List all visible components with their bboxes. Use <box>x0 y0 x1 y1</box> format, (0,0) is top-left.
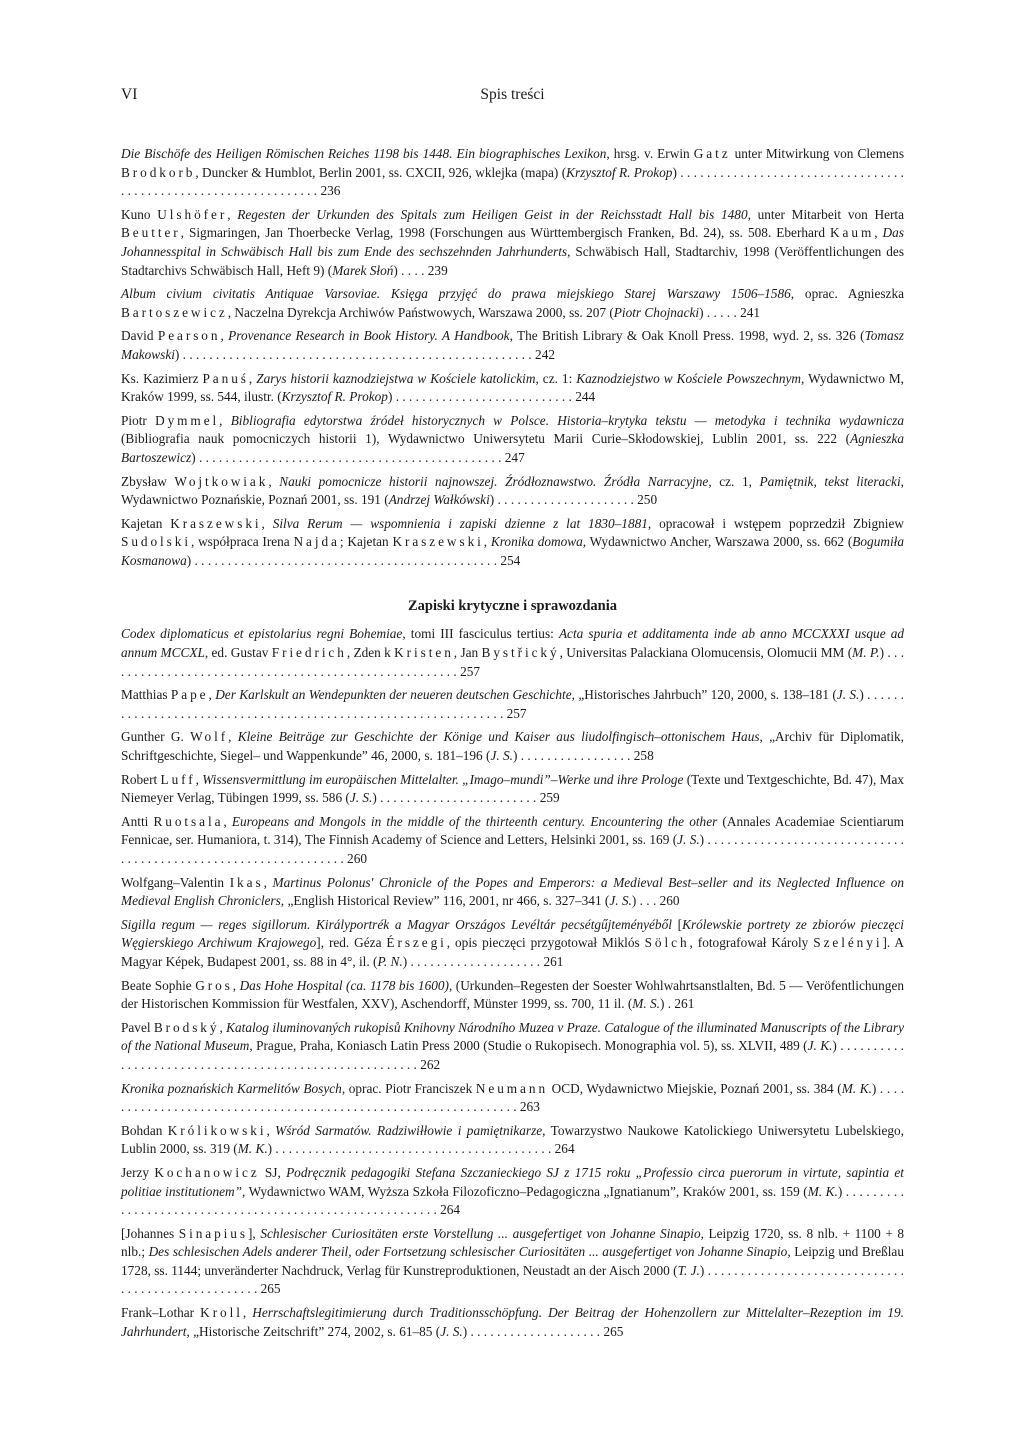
toc-entry: Wolfgang–Valentin Ikas, Martinus Polonus' Chronicle of the Popes and Emperors: a Medieval Best–seller and its Neglected Influence on Medieval English Chroniclers, „English Historical Review” 116, 2001, nr 466, s. 327–341 (J. S.) . . . 260 <box>121 874 904 909</box>
page-ref: 257 <box>460 663 481 679</box>
page-number: VI <box>121 86 138 103</box>
page-ref: 262 <box>420 1056 441 1072</box>
page-ref: 254 <box>500 552 521 568</box>
page-header <box>121 86 904 108</box>
page-ref: 261 <box>543 953 564 969</box>
page-ref: 258 <box>633 748 654 764</box>
page-ref: 265 <box>260 1281 281 1297</box>
page-ref: 265 <box>603 1323 624 1339</box>
page-ref: 247 <box>504 449 525 465</box>
page-ref: 244 <box>575 389 596 405</box>
page-ref: 260 <box>347 851 367 866</box>
toc-entry: Jerzy Kochanowicz SJ, Podręcznik pedagogiki Stefana Szczanieckiego SJ z 1715 roku „Professio circa puerorum in virtute, sapintia et politiae institutionem”, Wydawnictwo WAM, Wyższa Szkoła Filozoficzno–Pedagogiczna „Ignatianum”, Kraków 2001, ss. 159 (M. K.) . . . . . . . . . . . . . . . . . . . . . . . . . . . . . . . . . . . . . . . . . . . . . . . . . . . . . . . . . 264 <box>121 1164 905 1218</box>
toc-entry: Piotr Dymmel, Bibliografia edytorstwa źródeł historycznych w Polsce. Historia–krytyka tekstu — metodyka i technika wydawnicza (Bibliografia nauk pomocniczych historii 1), Wydawnictwo Uniwersytetu Marii Curie–Skłodowskiej, Lublin 2001, ss. 222 (Agnieszka Bartoszewicz) . . . . . . . . . . . . . . . . . . . . . . . . . . . . . . . . . . . . . . . . . . . . . . 247 <box>121 412 904 465</box>
toc-entry: Gunther G. Wolf, Kleine Beiträge zur Geschichte der Könige und Kaiser aus liudolfingisch–ottonischem Haus, „Archiv für Diplomatik, Schriftgeschichte, Siegel– und Wappenkunde” 46, 2000, s. 181–196 (J. S.) . . . . . . . . . . . . . . . . . 258 <box>121 729 904 764</box>
toc-entry: Bohdan Królikowski, Wśród Sarmatów. Radziwiłłowie i pamiętnikarze, Towarzystwo Naukowe Katolickiego Uniwersytetu Lubelskiego, Lublin 2000, ss. 319 (M. K.) . . . . . . . . . . . . . . . . . . . . . . . . . . . . . . . . . . . . . . . . . . 264 <box>121 1122 904 1157</box>
section-heading: Zapiski krytyczne i sprawozdania <box>407 598 618 615</box>
running-title: Spis treści <box>480 86 545 103</box>
toc-entry: Kuno Ulshöfer, Regesten der Urkunden des Spitals zum Heiligen Geist in der Reichsstadt Hall bis 1480, unter Mitarbeit von Herta Beutter, Sigmaringen, Jan Thoerbecke Verlag, 1998 (Forschungen aus Württembergisch Franken, Bd. 24), ss. 508. Eberhard Kaum, Das Johannesspital in Schwäbisch Hall bis zum Ende des sechszehnden Jahrhunderts, Schwäbisch Hall, Stadtarchiv, 1998 (Veröffentlichungen des Stadtarchivs Schwäbisch Hall, Heft 9) (Marek Słoń) . . . . 239 <box>121 206 905 278</box>
toc-entry: Robert Luff, Wissensvermittlung im europäischen Mittelalter. „Imago–mundi”–Werke und ihre Prologe (Texte und Textgeschichte, Bd. 47), Max Niemeyer Verlag, Tübingen 1999, ss. 586 (J. S.) . . . . . . . . . . . . . . . . . . . . . . . . 259 <box>121 771 905 806</box>
toc-entry: Frank–Lothar Kroll, Herrschaftslegitimierung durch Traditionsschöpfung. Der Beitrag der Hohenzollern zur Mittelalter–Rezeption im 19. Jahrhundert, „Historische Zeitschrift” 274, 2002, s. 61–85 (J. S.) . . . . . . . . . . . . . . . . . . . . 265 <box>121 1305 904 1339</box>
toc-entry: Beate Sophie Gros, Das Hohe Hospital (ca. 1178 bis 1600), (Urkunden–Regesten der Soester Wohlwahrtsanstlalten, Bd. 5 — Veröfentlichungen der Historischen Kommission für Westfalen, XXV), Aschendorff, Münster 1999, ss. 700, 11 il. (M. S.) . 261 <box>121 977 904 1012</box>
page-ref: 242 <box>535 346 555 362</box>
page-ref: 257 <box>506 705 527 721</box>
toc-entry: Ks. Kazimierz Panuś, Zarys historii kaznodziejstwa w Kościele katolickim, cz. 1: Kaznodziejstwo w Kościele Powszechnym, Wydawnictwo M, Kraków 1999, ss. 544, ilustr. (Krzysztof R. Prokop) . . . . . . . . . . . . . . . . . . . . . . . . . . . 244 <box>121 370 904 405</box>
toc-entry: Album civium civitatis Antiquae Varsoviae. Księga przyjęć do prawa miejskiego Starej Warszawy 1506–1586, oprac. Agnieszka Bartoszewicz, Naczelna Dyrekcja Archiwów Państwowych, Warszawa 2000, ss. 207 (Piotr Chojnacki) . . . . . 241 <box>121 286 904 320</box>
toc-entry: Matthias Pape, Der Karlskult an Wendepunkten der neueren deutschen Geschichte, „Historisches Jahrbuch” 120, 2000, s. 138–181 (J. S.) . . . . . . . . . . . . . . . . . . . . . . . . . . . . . . . . . . . . . . . . . . . . . . . . . . . . . . . . . . . . . . . . 257 <box>121 687 904 721</box>
toc-entry: David Pearson, Provenance Research in Book History. A Handbook, The British Library & Oak Knoll Press. 1998, wyd. 2, ss. 326 (Tomasz Makowski) . . . . . . . . . . . . . . . . . . . . . . . . . . . . . . . . . . . . . . . . . . . . . . . . . . . . . 242 <box>121 328 904 362</box>
toc-entry: Sigilla regum — reges sigillorum. Királyportrék a Magyar Országos Levéltár pecsétgűjteményéből [Królewskie portrety ze zbiorów pieczęci Węgierskiego Archiwum Krajowego], red. Géza Érszegi, opis pieczęci przygotował Miklós Sölch, fotografował Károly Szelényi]. A Magyar Képek, Budapest 2001, ss. 88 in 4°, il. (P. N.) . . . . . . . . . . . . . . . . . . . . 261 <box>121 916 905 969</box>
page-ref: 264 <box>440 1202 461 1218</box>
toc-entry: Pavel Brodský, Katalog iluminovaných rukopisů Knihovny Národního Muzea v Praze. Catalogue of the illuminated Manuscripts of the Library of the National Museum, Prague, Praha, Koniasch Latin Press 2000 (Studie o Rukopisech. Monographia vol. 5), ss. XLVII, 489 (J. K.) . . . . . . . . . . . . . . . . . . . . . . . . . . . . . . . . . . . . . . . . . . . . . . . . . . . . . . . 262 <box>121 1019 904 1072</box>
table-of-contents <box>121 145 904 1346</box>
page-ref: 241 <box>740 304 761 320</box>
page-ref: 263 <box>519 1099 540 1115</box>
toc-entry: Antti Ruotsala, Europeans and Mongols in the middle of the thirteenth century. Encountering the other (Annales Academiae Scientiarum Fennicae, ser. Humaniora, t. 314), The Finnish Academy of Science and Letters, Helsinki 2001, ss. 169 (J. S.) . . . . . . . . . . . . . . . . . . . . . . . . . . . . . . . . . . . . . . . . . . . . . . . . . . . . . . . . . . . . . . . . 260 <box>121 813 904 866</box>
toc-entry: Die Bischöfe des Heiligen Römischen Reiches 1198 bis 1448. Ein biographisches Lexikon, hrsg. v. Erwin Gatz unter Mitwirkung von Clemens Brodkorb, Duncker & Humblot, Berlin 2001, ss. CXCII, 926, wklejka (mapa) (Krzysztof R. Prokop) . . . . . . . . . . . . . . . . . . . . . . . . . . . . . . . . . . . . . . . . . . . . . . . . . . . . . . . . . . . . . . . . 236 <box>121 146 904 199</box>
page-ref: 264 <box>554 1141 575 1157</box>
toc-entry: Kronika poznańskich Karmelitów Bosych, oprac. Piotr Franciszek Neumann OCD, Wydawnictwo Miejskie, Poznań 2001, ss. 384 (M. K.) . . . . . . . . . . . . . . . . . . . . . . . . . . . . . . . . . . . . . . . . . . . . . . . . . . . . . . . . . . . . . . . . 263 <box>121 1080 905 1115</box>
toc-entry: [Johannes Sinapius], Schlesischer Curiositäten erste Vorstellung ... ausgefertiget von Johanne Sinapio, Leipzig 1720, ss. 8 nlb. + 1100 + 8 nlb.; Des schlesischen Adels anderer Theil, oder Fortsetzung schlesischer Curiositäten ... ausgefertiget von Johanne Sinapio, Leipzig und Breßlau 1728, ss. 1144; unveränderter Nachdruck, Verlag für Kunstreproduktionen, Neustadt an der Aisch 2000 (T. J.) . . . . . . . . . . . . . . . . . . . . . . . . . . . . . . . . . . . . . . . . . . . . . . . . . . . 265 <box>121 1225 905 1297</box>
page-ref: 260 <box>659 893 680 909</box>
page-ref: 236 <box>320 183 341 199</box>
toc-entry: Zbysław Wojtkowiak, Nauki pomocnicze historii najnowszej. Źródłoznawstwo. Źródła Narracyjne, cz. 1, Pamiętnik, tekst literacki, Wydawnictwo Poznańskie, Poznań 2001, ss. 191 (Andrzej Wałkówski) . . . . . . . . . . . . . . . . . . . . . 250 <box>121 473 904 508</box>
page-ref: 250 <box>637 492 658 508</box>
toc-entry: Codex diplomaticus et epistolarius regni Bohemiae, tomi III fasciculus tertius: Acta spuria et additamenta inde ab anno MCCXXXI usque ad annum MCCXL, ed. Gustav Friedrich, Zden k Kristen, Jan Bystřický, Universitas Palackiana Olomucensis, Olomucii MM (M. P.) . . . . . . . . . . . . . . . . . . . . . . . . . . . . . . . . . . . . . . . . . . . . . . . . . . . . . . 257 <box>121 626 905 679</box>
toc-entry: Kajetan Kraszewski, Silva Rerum — wspomnienia i zapiski dzienne z lat 1830–1881, opracował i wstępem poprzedził Zbigniew Sudolski, współpraca Irena Najda; Kajetan Kraszewski, Kronika domowa, Wydawnictwo Ancher, Warszawa 2000, ss. 662 (Bogumiła Kosmanowa) . . . . . . . . . . . . . . . . . . . . . . . . . . . . . . . . . . . . . . . . . . . . . . 254 <box>121 515 904 568</box>
page-ref: 259 <box>539 790 560 806</box>
page-ref: 239 <box>427 262 448 278</box>
